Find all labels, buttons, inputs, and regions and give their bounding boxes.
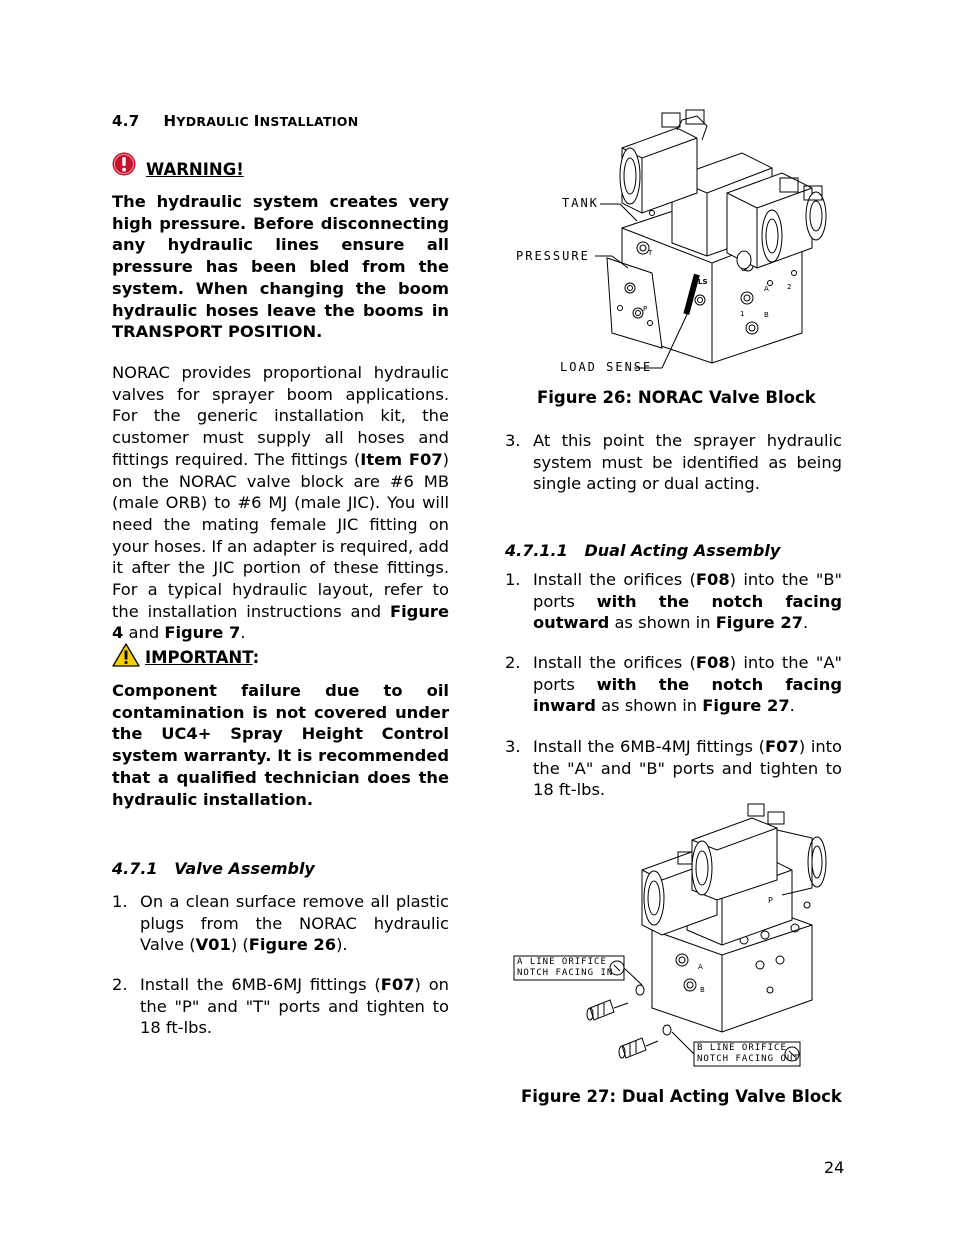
- label-pressure: PRESSURE: [516, 249, 590, 263]
- valve-block-diagram: [512, 108, 842, 378]
- warning-label: WARNING!: [146, 160, 244, 179]
- figure-26: [512, 108, 842, 378]
- port-a: A: [764, 285, 769, 293]
- important-text: Component failure due to oil contamination is not covered under the UC4+ Spray Height Control system warranty. It is recommended that a qualified technician does the hydraulic installation.: [112, 681, 449, 809]
- step-3-identify: 3. At this point the sprayer hydraulic system must be identified as being single acting or dual acting.: [505, 431, 842, 494]
- label-b-line-orifice: B LINE ORIFICE: [697, 1043, 787, 1053]
- important-label: IMPORTANT: [145, 648, 253, 667]
- figure-27-caption: Figure 27: Dual Acting Valve Block: [521, 1087, 842, 1106]
- valve-step-1: 1. On a clean surface remove all plastic plugs from the NORAC hydraulic Valve (V01) (Figure 26).: [112, 892, 449, 955]
- figure-26-caption: Figure 26: NORAC Valve Block: [537, 388, 816, 407]
- port-1: 1: [740, 310, 745, 318]
- dual-step-1: 1. Install the orifices (F08) into the "B" ports with the notch facing outward as shown in Figure 27.: [505, 570, 843, 633]
- dual-step-2: 2. Install the orifices (F08) into the "A" ports with the notch facing inward as shown in Figure 27.: [505, 653, 843, 716]
- port-a-27: A: [698, 963, 703, 971]
- port-t: T: [648, 249, 653, 257]
- warning-text: The hydraulic system creates very high pressure. Before disconnecting any hydraulic lines ensure all pressure has been bled from the system. When changing the boom hydraulic hoses leave the booms in TRANSPORT POSITION.: [112, 192, 449, 342]
- label-b-notch: NOTCH FACING OUT: [697, 1054, 800, 1064]
- page-number: 24: [824, 1158, 845, 1177]
- valve-assembly-heading: 4.7.1 Valve Assembly: [112, 859, 315, 878]
- port-p: P: [643, 305, 648, 313]
- caution-triangle-icon: [112, 643, 140, 667]
- port-ls: LS: [698, 278, 708, 286]
- important-icon-wrap: [112, 643, 140, 671]
- label-tank: TANK: [562, 196, 599, 210]
- warning-circle-icon: [112, 152, 136, 176]
- section-number: 4.7: [112, 112, 140, 130]
- label-load-sense: LOAD SENSE: [560, 360, 653, 374]
- port-b: B: [764, 311, 769, 319]
- dual-step-3: 3. Install the 6MB-4MJ fittings (F07) into the "A" and "B" ports and tighten to 18 ft-lbs.: [505, 737, 843, 800]
- section-heading: 4.7 HYDRAULIC INSTALLATION: [112, 112, 359, 130]
- valve-step-2: 2. Install the 6MB-6MJ fittings (F07) on the "P" and "T" ports and tighten to 18 ft-lbs.: [112, 975, 449, 1038]
- label-a-line-orifice: A LINE ORIFICE: [517, 957, 607, 967]
- port-p-27: P: [768, 896, 773, 905]
- dual-acting-heading: 4.7.1.1 Dual Acting Assembly: [505, 541, 781, 560]
- figure-27: [512, 800, 832, 1070]
- label-a-notch: NOTCH FACING IN: [517, 968, 614, 978]
- important-label-wrap: IMPORTANT:: [145, 648, 260, 667]
- port-b-27: B: [700, 986, 705, 994]
- intro-paragraph: NORAC provides proportional hydraulic valves for sprayer boom applications. For the generic installation kit, the customer must supply all hoses and fittings required. The fittings (Item F07) on the NORAC valve block are #6 MB (male ORB) to #6 MJ (male JIC). You will need the mating female JIC fitting on your hoses. If an adapter is required, add it after the JIC portion of these fittings. For a typical hydraulic layout, refer to the installation instructions and Figure 4 and Figure 7.: [112, 363, 450, 643]
- warning-icon-wrap: [112, 152, 136, 180]
- port-2: 2: [787, 283, 792, 291]
- dual-acting-valve-diagram: [512, 800, 832, 1070]
